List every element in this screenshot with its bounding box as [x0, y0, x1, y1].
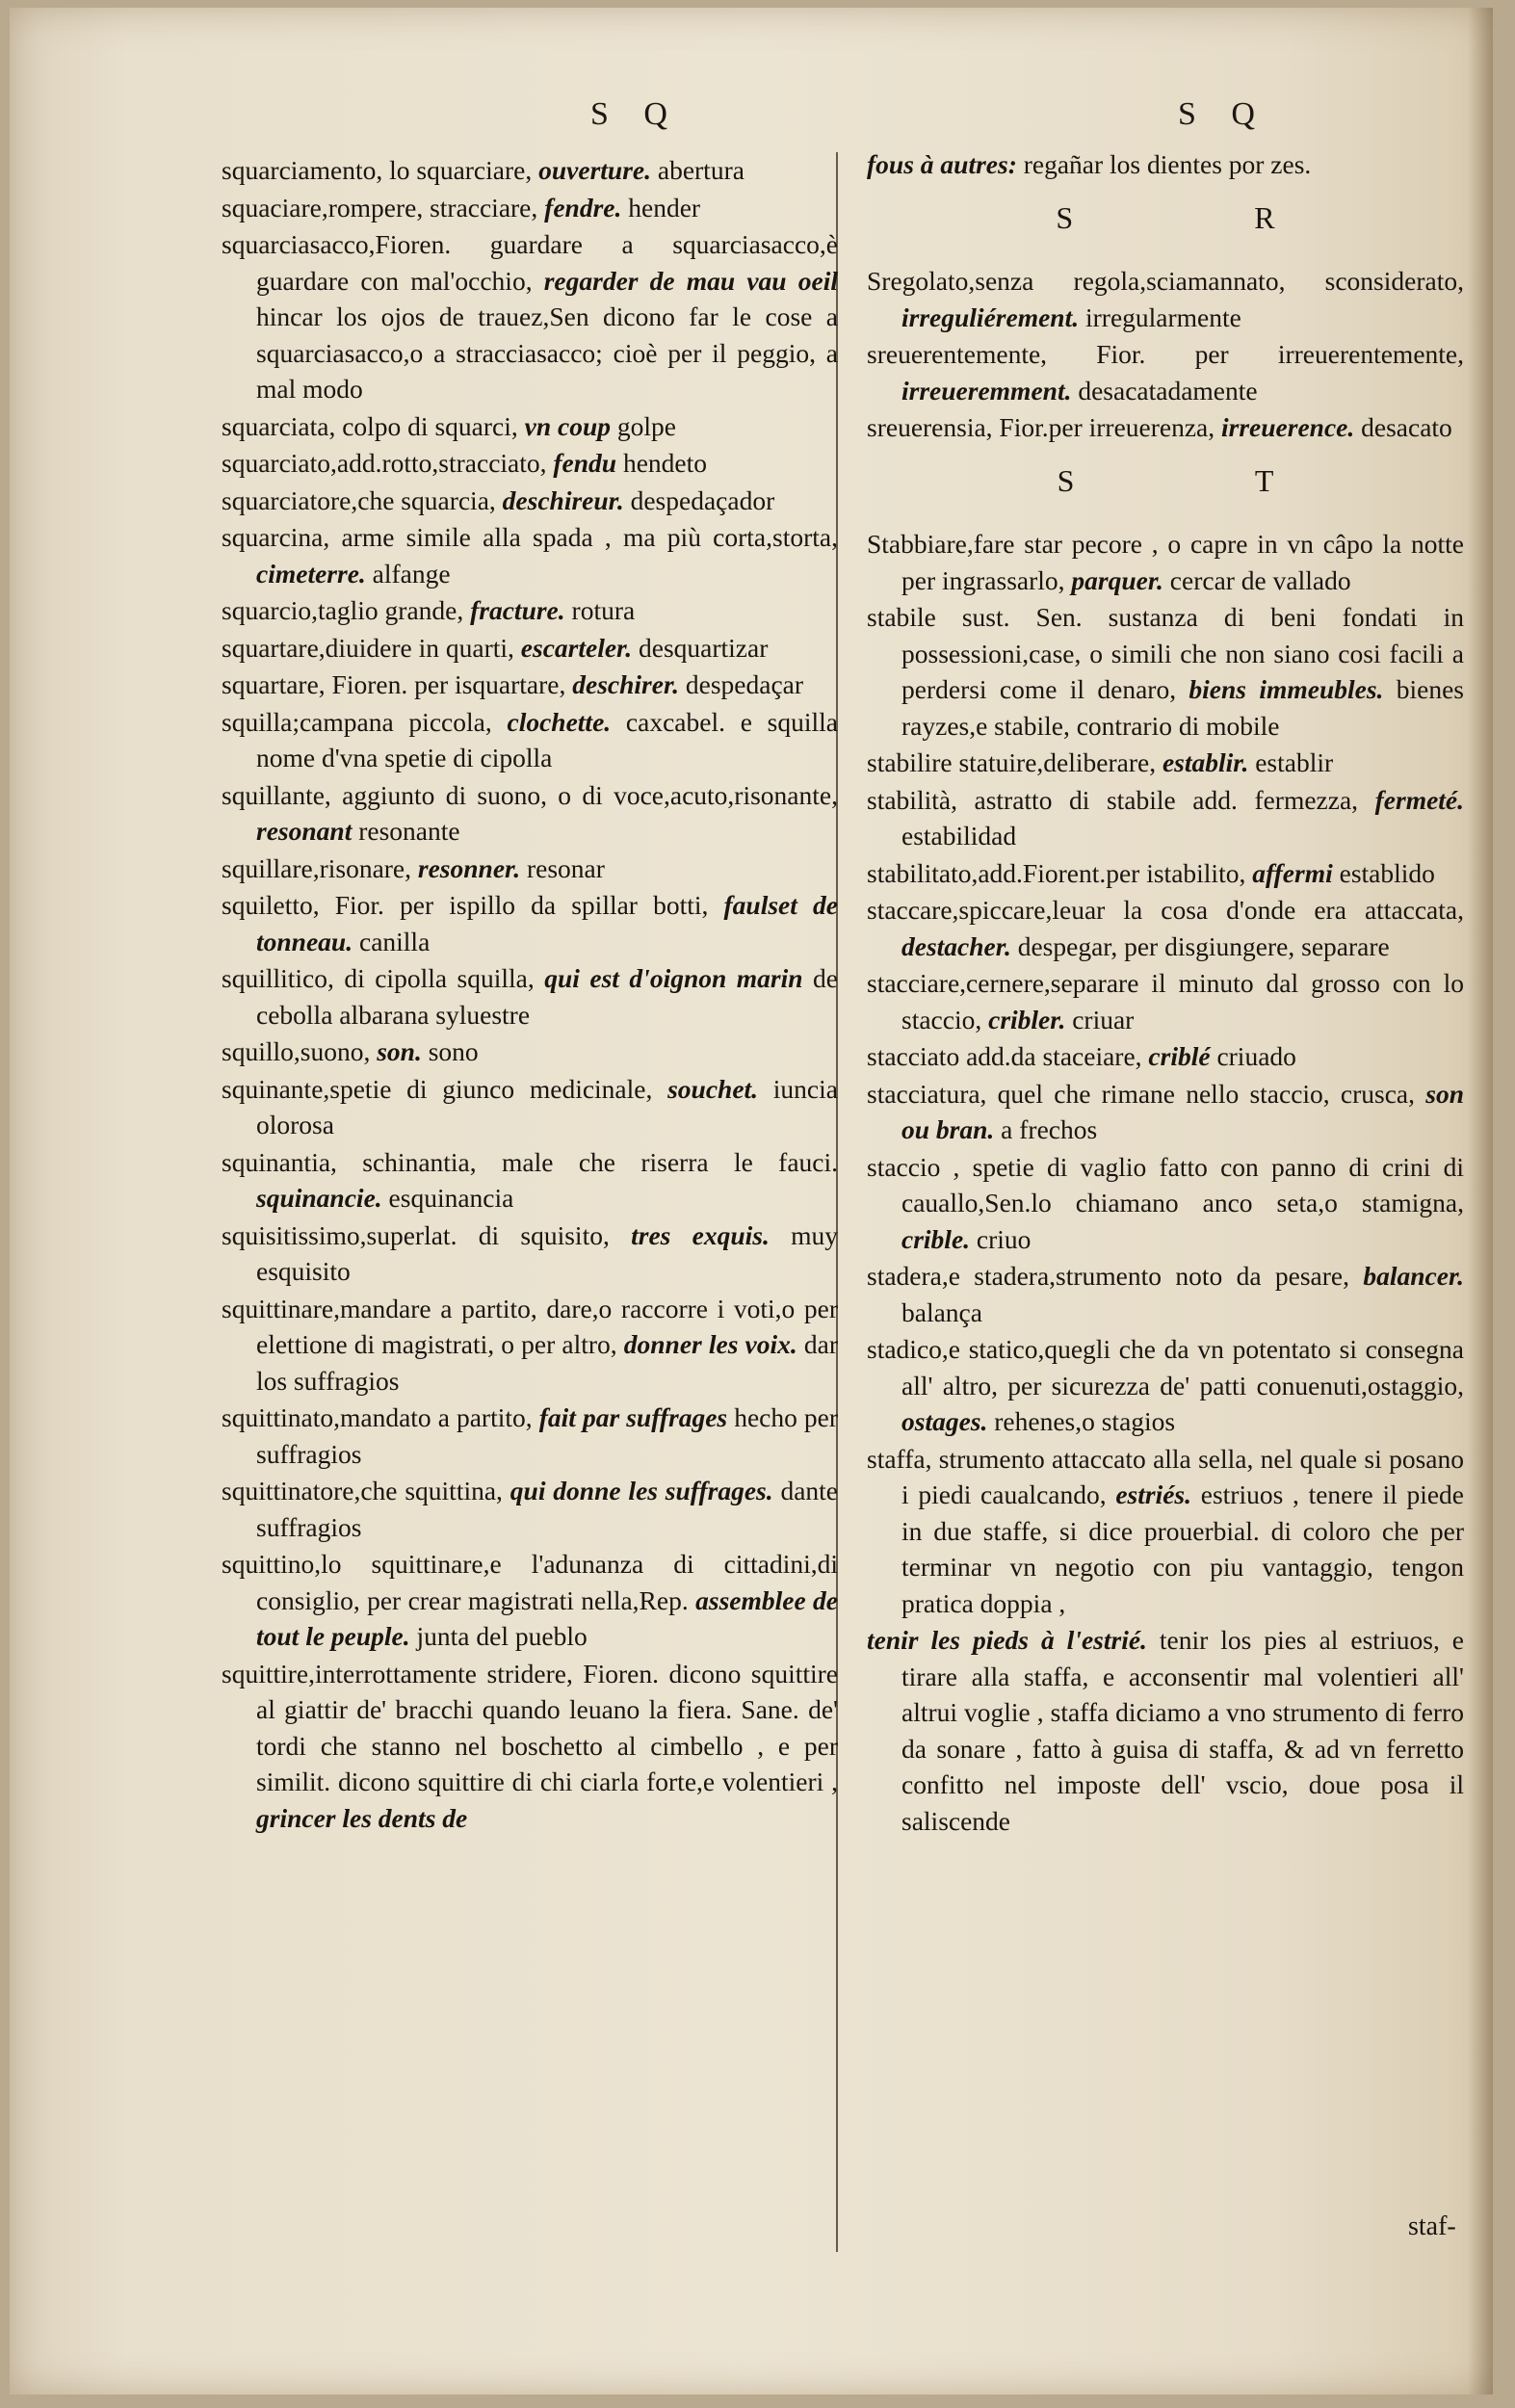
spanish-gloss: golpe — [616, 410, 676, 441]
dictionary-entry — [222, 1291, 838, 1400]
headword-definition: squittino,lo squittinare,e l'adunanza di cittadini,di consiglio, per crear magistrati nella,Rep. — [222, 1549, 838, 1615]
headword-definition: squarcina, arme simile alla spada , ma più corta,storta, — [222, 522, 838, 552]
dictionary-entry — [867, 745, 1464, 781]
dictionary-entry — [867, 1149, 1464, 1258]
spanish-gloss: canilla — [358, 926, 431, 956]
french-gloss: fermeté. — [1374, 784, 1465, 815]
french-gloss: ostages. — [901, 1406, 988, 1436]
headword-definition: squartare, Fioren. per isquartare, — [222, 669, 566, 699]
french-gloss: affermi — [1252, 857, 1333, 888]
spanish-gloss: desacato — [1361, 412, 1452, 442]
catchword: staf- — [1408, 2212, 1456, 2241]
french-gloss: son. — [377, 1036, 422, 1066]
french-gloss: tenir les pieds à l'estrié. — [867, 1625, 1147, 1655]
dictionary-entry — [867, 1258, 1464, 1330]
right-column — [867, 146, 1464, 1840]
french-gloss: fendu — [553, 448, 617, 478]
french-gloss: irreueremment. — [901, 375, 1072, 406]
dictionary-entry — [867, 599, 1464, 744]
headword-definition: squittinare,mandare a partito, dare,o raccorre i voti,o per elettione di magistrati, o per altro, — [222, 1293, 838, 1359]
french-gloss: estriés. — [1115, 1479, 1192, 1509]
french-gloss: crible. — [901, 1223, 971, 1254]
headword-definition: squilla;campana piccola, — [222, 706, 492, 737]
spanish-gloss: balança — [901, 1296, 982, 1327]
dictionary-entry — [222, 1034, 838, 1070]
headword-definition: squiletto, Fior. per ispillo da spillar botti, — [222, 890, 709, 920]
headword-definition: squillare,risonare, — [222, 852, 412, 883]
french-gloss: regarder de mau vau oeil — [543, 265, 838, 296]
spanish-gloss: resonante — [358, 816, 460, 846]
french-gloss: cribler. — [988, 1004, 1066, 1034]
spanish-gloss: desquartizar — [639, 632, 769, 663]
spanish-gloss: junta del pueblo — [416, 1621, 588, 1651]
dictionary-entry — [222, 1071, 838, 1143]
dictionary-entry — [867, 1076, 1464, 1148]
spanish-gloss: iuncia olorosa — [256, 1073, 838, 1139]
spanish-gloss: hendeto — [622, 448, 708, 478]
dictionary-entry — [222, 1656, 838, 1837]
french-gloss: clochette. — [507, 706, 612, 737]
headword-definition: stabile sust. Sen. sustanza di beni fondati in possessioni,case, o simili che non siano cosi facili a perdersi come il denaro, — [867, 602, 1464, 704]
dictionary-entry — [222, 152, 838, 189]
french-gloss: fracture. — [470, 595, 565, 625]
spanish-gloss: establido — [1339, 857, 1435, 888]
french-gloss: biens immeubles. — [1188, 674, 1384, 704]
spanish-gloss: de cebolla albarana syluestre — [256, 963, 839, 1030]
french-gloss: qui est d'oignon marin — [544, 963, 803, 993]
french-gloss: resonant — [256, 816, 353, 846]
french-gloss: fous à autres: — [867, 149, 1017, 179]
headword-definition: squarcio,taglio grande, — [222, 595, 464, 625]
spanish-gloss: rehenes,o stagios — [994, 1406, 1176, 1436]
french-gloss: fendre. — [544, 192, 622, 222]
french-gloss: grincer les dents de — [256, 1802, 468, 1833]
dictionary-entry — [867, 1622, 1464, 1839]
dictionary-entry — [222, 445, 838, 482]
headword-definition: sreuerentemente, Fior. per irreuerentemente, — [867, 339, 1464, 369]
spanish-gloss: criuado — [1216, 1041, 1296, 1071]
dictionary-entry — [222, 1546, 838, 1655]
dictionary-entry — [222, 704, 838, 776]
spanish-gloss: estriuos , tenere il piede in due staffe, si dice prouerbial. di coloro che per terminar vn negotio con piu vantaggio, tengon pratica doppia , — [901, 1479, 1465, 1618]
spanish-gloss: hecho per suffragios — [256, 1402, 839, 1469]
dictionary-entry — [222, 483, 838, 519]
dictionary-entry — [867, 263, 1464, 335]
headword-definition: staccare,spiccare,leuar la cosa d'onde era attaccata, — [867, 895, 1464, 925]
dictionary-entry — [222, 960, 838, 1033]
dictionary-entry — [867, 892, 1464, 964]
page-shadow-edge — [1468, 8, 1493, 2395]
french-gloss: qui donne les suffrages. — [509, 1476, 773, 1505]
spanish-gloss: tenir los pies al estriuos, e tirare alla staffa, e acconsentir mal volentieri all' altrui voglie , staffa diciamo a vno strumento di ferro da sonare , fatto à guisa di staffa, & ad vn ferretto confitto nel imposte dell' vscio, doue posa il saliscende — [901, 1625, 1464, 1836]
dictionary-entry — [222, 1144, 838, 1217]
spanish-gloss: desacatadamente — [1078, 375, 1258, 406]
french-gloss: resonner. — [417, 852, 521, 883]
dictionary-entry — [222, 519, 838, 591]
headword-definition: squittinato,mandato a partito, — [222, 1402, 533, 1432]
dictionary-entry — [867, 526, 1464, 598]
spanish-gloss: despedaçador — [630, 484, 775, 515]
spanish-gloss: irregularmente — [1084, 301, 1241, 332]
dictionary-entry — [867, 1441, 1464, 1622]
spanish-gloss: hender — [628, 192, 701, 222]
headword-definition: stacciato add.da staceiare, — [867, 1041, 1142, 1071]
dictionary-entry — [867, 782, 1464, 854]
dictionary-entry — [222, 1400, 838, 1472]
spanish-gloss: regañar los dientes por zes. — [1023, 149, 1312, 179]
headword-definition: sreuerensia, Fior.per irreuerenza, — [867, 412, 1215, 442]
dictionary-entry — [867, 336, 1464, 408]
dictionary-entry — [867, 1331, 1464, 1440]
headword-definition: squarciato,add.rotto,stracciato, — [222, 448, 547, 478]
french-gloss: parquer. — [1071, 564, 1163, 595]
headword-definition: squinante,spetie di giunco medicinale, — [222, 1073, 653, 1104]
spanish-gloss: alfange — [372, 558, 451, 589]
headword-definition: squarciamento, lo squarciare, — [222, 155, 533, 185]
dictionary-page — [10, 8, 1493, 2395]
french-gloss: establir. — [1162, 747, 1249, 777]
french-gloss: destacher. — [901, 930, 1011, 961]
spanish-gloss: hincar los ojos de trauez,Sen dicono far le cose a squarciasacco,o a stracciasacco; cioè per il peggio, a mal modo — [256, 301, 838, 404]
sr-entries — [867, 263, 1464, 446]
french-gloss: irreuerence. — [1221, 412, 1355, 442]
dictionary-entry — [222, 226, 838, 407]
spanish-gloss: cercar de vallado — [1169, 564, 1351, 595]
dictionary-entry — [867, 1038, 1464, 1075]
section-heading-sr: S R — [1056, 199, 1362, 235]
headword-definition: staccio , spetie di vaglio fatto con panno di crini di cauallo,Sen.lo chiamano anco seta,o stamigna, — [867, 1151, 1464, 1217]
french-gloss: deschireur. — [502, 484, 624, 515]
running-header-right: S Q — [1178, 96, 1268, 132]
spanish-gloss: criuo — [976, 1223, 1032, 1254]
dictionary-entry — [222, 851, 838, 887]
continuation-line — [867, 146, 1464, 183]
french-gloss: assemblee de tout le peuple. — [256, 1584, 839, 1651]
dictionary-entry — [222, 190, 838, 226]
french-gloss: balancer. — [1363, 1261, 1464, 1291]
spanish-gloss: rotura — [571, 595, 636, 625]
french-gloss: escarteler. — [520, 632, 633, 663]
spanish-gloss: esquinancia — [388, 1183, 514, 1213]
french-gloss: cimeterre. — [256, 558, 366, 589]
dictionary-entry — [867, 965, 1464, 1037]
spanish-gloss: bienes rayzes,e stabile, contrario di mobile — [901, 674, 1465, 741]
headword-definition: squillante, aggiunto di suono, o di voce,acuto,risonante, — [222, 779, 838, 810]
french-gloss: son ou bran. — [901, 1078, 1464, 1144]
headword-definition: Stabbiare,fare star pecore , o capre in vn câpo la notte per ingrassarlo, — [867, 529, 1464, 595]
spanish-gloss: sono — [428, 1036, 479, 1066]
headword-definition: squinantia, schinantia, male che riserra le fauci. — [222, 1146, 838, 1177]
headword-definition: stabilire statuire,deliberare, — [867, 747, 1157, 777]
spanish-gloss: despedaçar — [685, 669, 804, 699]
french-gloss: criblé — [1148, 1041, 1211, 1071]
dictionary-entry — [222, 592, 838, 629]
headword-definition: squisitissimo,superlat. di squisito, — [222, 1219, 610, 1250]
spanish-gloss: criuar — [1072, 1004, 1135, 1034]
dictionary-entry — [222, 887, 838, 959]
dictionary-entry — [222, 667, 838, 703]
spanish-gloss: establir — [1255, 747, 1334, 777]
st-entries — [867, 526, 1464, 1839]
headword-definition: squillitico, di cipolla squilla, — [222, 963, 535, 993]
dictionary-entry — [222, 1473, 838, 1545]
headword-definition: stacciatura, quel che rimane nello staccio, crusca, — [867, 1078, 1416, 1109]
spanish-gloss: caxcabel. e squilla nome d'vna spetie di cipolla — [256, 706, 839, 772]
headword-definition: squarciasacco,Fioren. guardare a squarciasacco,è guardare con mal'occhio, — [222, 229, 838, 296]
running-header-left: S Q — [590, 96, 681, 132]
headword-definition: stacciare,cernere,separare il minuto dal grosso con lo staccio, — [867, 968, 1464, 1034]
french-gloss: donner les voix. — [623, 1329, 797, 1359]
dictionary-entry — [867, 409, 1464, 446]
dictionary-entry — [222, 630, 838, 667]
french-gloss: squinancie. — [256, 1183, 382, 1213]
headword-definition: squaciare,rompere, stracciare, — [222, 192, 538, 222]
headword-definition: squittire,interrottamente stridere, Fioren. dicono squittire al giattir de' bracchi quando leuano la fiera. Sane. de' tordi che stanno nel boschetto al cimbello , e per similit. dicono squittire di chi ciarla forte,e volentieri , — [222, 1658, 838, 1796]
spanish-gloss: dante suffragios — [256, 1476, 839, 1542]
headword-definition: stadera,e stadera,strumento noto da pesare, — [867, 1261, 1349, 1291]
dictionary-entry — [222, 1217, 838, 1290]
french-gloss: faulset de tonneau. — [256, 890, 838, 956]
spanish-gloss: dar los suffragios — [256, 1329, 839, 1396]
spanish-gloss: muy esquisito — [256, 1219, 839, 1286]
headword-definition: stabilitato,add.Fiorent.per istabilito, — [867, 857, 1246, 888]
headword-definition: squarciata, colpo di squarci, — [222, 410, 518, 441]
left-column — [222, 152, 838, 1837]
headword-definition: squittinatore,che squittina, — [222, 1476, 503, 1505]
headword-definition: squartare,diuidere in quarti, — [222, 632, 514, 663]
dictionary-entry — [222, 777, 838, 850]
dictionary-entry — [222, 408, 838, 445]
french-gloss: ouverture. — [538, 155, 651, 185]
french-gloss: souchet. — [667, 1073, 759, 1104]
spanish-gloss: resonar — [526, 852, 605, 883]
french-gloss: irreguliérement. — [901, 301, 1080, 332]
headword-definition: squarciatore,che squarcia, — [222, 484, 496, 515]
headword-definition: Sregolato,senza regola,sciamannato, sconsiderato, — [867, 266, 1464, 296]
headword-definition: staffa, strumento attaccato alla sella, nel quale si posano i piedi caualcando, — [867, 1443, 1464, 1509]
french-gloss: deschirer. — [572, 669, 679, 699]
spanish-gloss: estabilidad — [901, 821, 1017, 851]
french-gloss: fait par suffrages — [538, 1402, 728, 1432]
headword-definition: stadico,e statico,quegli che da vn potentato si consegna all' altro, per sicurezza de' patti conuenuti,ostaggio, — [867, 1334, 1464, 1400]
spanish-gloss: abertura — [657, 155, 744, 185]
section-heading-st: S T — [1057, 462, 1361, 498]
spanish-gloss: a frechos — [1001, 1114, 1098, 1144]
french-gloss: vn coup — [524, 410, 611, 441]
headword-definition: stabilità, astratto di stabile add. fermezza, — [867, 784, 1359, 815]
spanish-gloss: despegar, per disgiungere, separare — [1017, 930, 1390, 961]
dictionary-entry — [867, 855, 1464, 892]
headword-definition: squillo,suono, — [222, 1036, 371, 1066]
french-gloss: tres exquis. — [631, 1219, 770, 1250]
